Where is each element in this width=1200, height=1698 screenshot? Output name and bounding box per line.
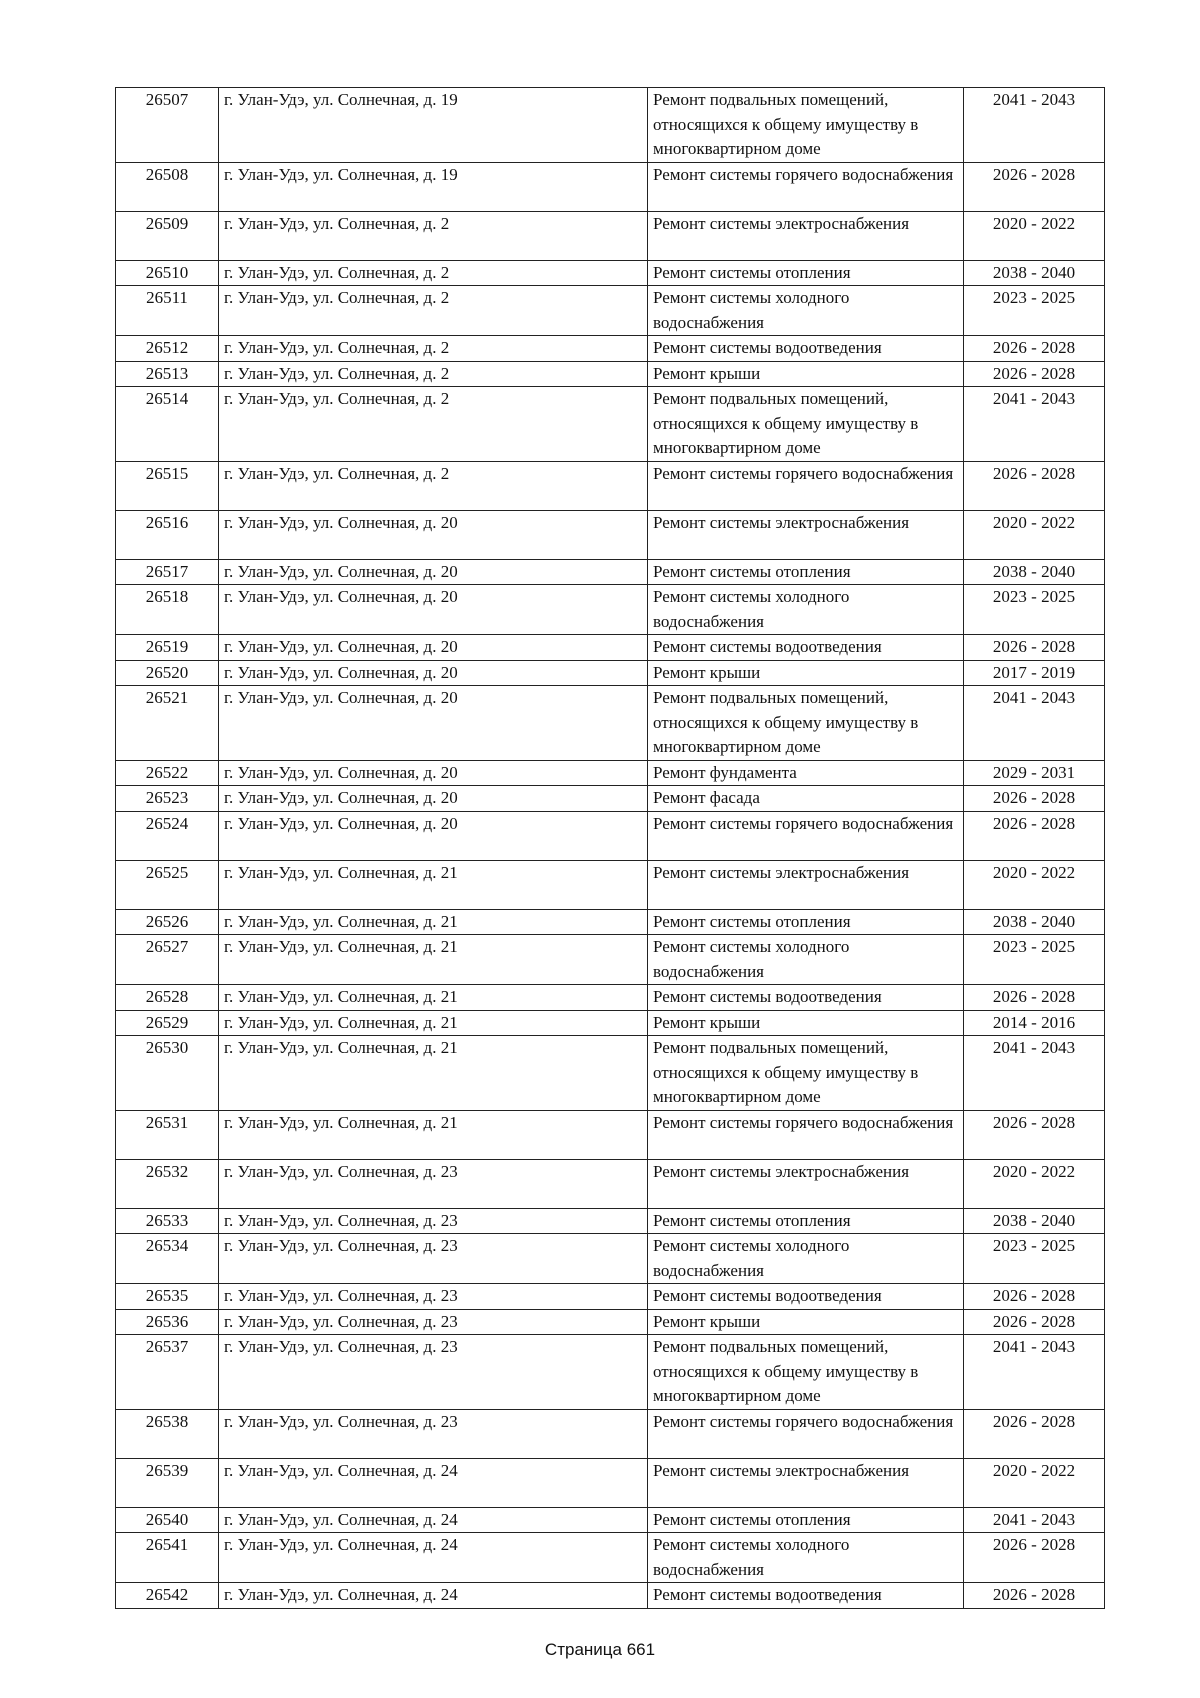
period-cell: 2023 - 2025 bbox=[964, 1234, 1105, 1284]
table-row bbox=[116, 559, 1105, 585]
work-type-cell: Ремонт крыши bbox=[648, 1010, 964, 1036]
record-number-cell: 26523 bbox=[116, 786, 219, 812]
address-cell: г. Улан-Удэ, ул. Солнечная, д. 24 bbox=[219, 1583, 648, 1609]
address-cell: г. Улан-Удэ, ул. Солнечная, д. 20 bbox=[219, 686, 648, 761]
work-type-cell: Ремонт подвальных помещений, относящихся к общему имуществу в многоквартирном доме bbox=[648, 387, 964, 462]
work-type-cell: Ремонт системы отопления bbox=[648, 559, 964, 585]
period-cell: 2026 - 2028 bbox=[964, 1110, 1105, 1159]
period-cell: 2041 - 2043 bbox=[964, 1507, 1105, 1533]
work-type-cell: Ремонт системы электроснабжения bbox=[648, 211, 964, 260]
work-type-cell: Ремонт системы горячего водоснабжения bbox=[648, 1409, 964, 1458]
address-cell: г. Улан-Удэ, ул. Солнечная, д. 21 bbox=[219, 860, 648, 909]
period-cell: 2026 - 2028 bbox=[964, 811, 1105, 860]
address-cell: г. Улан-Удэ, ул. Солнечная, д. 23 bbox=[219, 1409, 648, 1458]
table-row bbox=[116, 1010, 1105, 1036]
address-cell: г. Улан-Удэ, ул. Солнечная, д. 23 bbox=[219, 1234, 648, 1284]
period-cell: 2029 - 2031 bbox=[964, 760, 1105, 786]
table-row bbox=[116, 336, 1105, 362]
period-cell: 2023 - 2025 bbox=[964, 585, 1105, 635]
record-number-cell: 26526 bbox=[116, 909, 219, 935]
table-row bbox=[116, 1335, 1105, 1410]
period-cell: 2026 - 2028 bbox=[964, 635, 1105, 661]
record-number-cell: 26509 bbox=[116, 211, 219, 260]
period-cell: 2026 - 2028 bbox=[964, 1533, 1105, 1583]
period-cell: 2026 - 2028 bbox=[964, 1583, 1105, 1609]
address-cell: г. Улан-Удэ, ул. Солнечная, д. 20 bbox=[219, 585, 648, 635]
table-row bbox=[116, 1208, 1105, 1234]
table-row bbox=[116, 1309, 1105, 1335]
record-number-cell: 26520 bbox=[116, 660, 219, 686]
address-cell: г. Улан-Удэ, ул. Солнечная, д. 24 bbox=[219, 1507, 648, 1533]
work-type-cell: Ремонт подвальных помещений, относящихся к общему имуществу в многоквартирном доме bbox=[648, 686, 964, 761]
record-number-cell: 26534 bbox=[116, 1234, 219, 1284]
period-cell: 2041 - 2043 bbox=[964, 1036, 1105, 1111]
period-cell: 2038 - 2040 bbox=[964, 1208, 1105, 1234]
work-type-cell: Ремонт системы горячего водоснабжения bbox=[648, 461, 964, 510]
table-row bbox=[116, 1409, 1105, 1458]
address-cell: г. Улан-Удэ, ул. Солнечная, д. 20 bbox=[219, 786, 648, 812]
work-type-cell: Ремонт системы холодного водоснабжения bbox=[648, 585, 964, 635]
period-cell: 2026 - 2028 bbox=[964, 1309, 1105, 1335]
record-number-cell: 26540 bbox=[116, 1507, 219, 1533]
record-number-cell: 26521 bbox=[116, 686, 219, 761]
address-cell: г. Улан-Удэ, ул. Солнечная, д. 23 bbox=[219, 1309, 648, 1335]
address-cell: г. Улан-Удэ, ул. Солнечная, д. 21 bbox=[219, 935, 648, 985]
record-number-cell: 26528 bbox=[116, 985, 219, 1011]
record-number-cell: 26515 bbox=[116, 461, 219, 510]
table-row bbox=[116, 1458, 1105, 1507]
record-number-cell: 26525 bbox=[116, 860, 219, 909]
period-cell: 2020 - 2022 bbox=[964, 1159, 1105, 1208]
address-cell: г. Улан-Удэ, ул. Солнечная, д. 20 bbox=[219, 660, 648, 686]
table-row bbox=[116, 860, 1105, 909]
record-number-cell: 26533 bbox=[116, 1208, 219, 1234]
table-row bbox=[116, 811, 1105, 860]
address-cell: г. Улан-Удэ, ул. Солнечная, д. 2 bbox=[219, 260, 648, 286]
table-row bbox=[116, 1234, 1105, 1284]
period-cell: 2041 - 2043 bbox=[964, 1335, 1105, 1410]
record-number-cell: 26519 bbox=[116, 635, 219, 661]
address-cell: г. Улан-Удэ, ул. Солнечная, д. 2 bbox=[219, 336, 648, 362]
record-number-cell: 26531 bbox=[116, 1110, 219, 1159]
work-type-cell: Ремонт крыши bbox=[648, 1309, 964, 1335]
work-type-cell: Ремонт системы отопления bbox=[648, 909, 964, 935]
period-cell: 2020 - 2022 bbox=[964, 510, 1105, 559]
period-cell: 2026 - 2028 bbox=[964, 336, 1105, 362]
record-number-cell: 26508 bbox=[116, 162, 219, 211]
address-cell: г. Улан-Удэ, ул. Солнечная, д. 19 bbox=[219, 88, 648, 163]
address-cell: г. Улан-Удэ, ул. Солнечная, д. 2 bbox=[219, 461, 648, 510]
record-number-cell: 26522 bbox=[116, 760, 219, 786]
work-type-cell: Ремонт системы холодного водоснабжения bbox=[648, 1234, 964, 1284]
record-number-cell: 26510 bbox=[116, 260, 219, 286]
table-row bbox=[116, 461, 1105, 510]
period-cell: 2041 - 2043 bbox=[964, 387, 1105, 462]
table-row bbox=[116, 1507, 1105, 1533]
period-cell: 2026 - 2028 bbox=[964, 1284, 1105, 1310]
table-row bbox=[116, 985, 1105, 1011]
work-type-cell: Ремонт системы горячего водоснабжения bbox=[648, 162, 964, 211]
record-number-cell: 26537 bbox=[116, 1335, 219, 1410]
table-row bbox=[116, 585, 1105, 635]
work-type-cell: Ремонт системы холодного водоснабжения bbox=[648, 1533, 964, 1583]
repair-schedule-table bbox=[115, 87, 1105, 1609]
period-cell: 2038 - 2040 bbox=[964, 909, 1105, 935]
record-number-cell: 26539 bbox=[116, 1458, 219, 1507]
record-number-cell: 26516 bbox=[116, 510, 219, 559]
table-row bbox=[116, 1284, 1105, 1310]
work-type-cell: Ремонт системы отопления bbox=[648, 260, 964, 286]
work-type-cell: Ремонт крыши bbox=[648, 361, 964, 387]
table-row bbox=[116, 162, 1105, 211]
address-cell: г. Улан-Удэ, ул. Солнечная, д. 20 bbox=[219, 635, 648, 661]
address-cell: г. Улан-Удэ, ул. Солнечная, д. 23 bbox=[219, 1284, 648, 1310]
table-row bbox=[116, 909, 1105, 935]
record-number-cell: 26529 bbox=[116, 1010, 219, 1036]
period-cell: 2038 - 2040 bbox=[964, 260, 1105, 286]
record-number-cell: 26542 bbox=[116, 1583, 219, 1609]
table-row bbox=[116, 1036, 1105, 1111]
period-cell: 2026 - 2028 bbox=[964, 361, 1105, 387]
address-cell: г. Улан-Удэ, ул. Солнечная, д. 2 bbox=[219, 286, 648, 336]
work-type-cell: Ремонт подвальных помещений, относящихся к общему имуществу в многоквартирном доме bbox=[648, 88, 964, 163]
record-number-cell: 26524 bbox=[116, 811, 219, 860]
table-row bbox=[116, 88, 1105, 163]
table-row bbox=[116, 387, 1105, 462]
period-cell: 2026 - 2028 bbox=[964, 461, 1105, 510]
work-type-cell: Ремонт системы водоотведения bbox=[648, 336, 964, 362]
table-row bbox=[116, 686, 1105, 761]
work-type-cell: Ремонт системы водоотведения bbox=[648, 1583, 964, 1609]
record-number-cell: 26512 bbox=[116, 336, 219, 362]
table-body bbox=[116, 88, 1105, 1609]
period-cell: 2026 - 2028 bbox=[964, 786, 1105, 812]
period-cell: 2026 - 2028 bbox=[964, 162, 1105, 211]
table-row bbox=[116, 211, 1105, 260]
work-type-cell: Ремонт системы электроснабжения bbox=[648, 1159, 964, 1208]
work-type-cell: Ремонт системы водоотведения bbox=[648, 635, 964, 661]
record-number-cell: 26513 bbox=[116, 361, 219, 387]
address-cell: г. Улан-Удэ, ул. Солнечная, д. 20 bbox=[219, 510, 648, 559]
address-cell: г. Улан-Удэ, ул. Солнечная, д. 23 bbox=[219, 1208, 648, 1234]
work-type-cell: Ремонт системы электроснабжения bbox=[648, 1458, 964, 1507]
record-number-cell: 26517 bbox=[116, 559, 219, 585]
work-type-cell: Ремонт системы горячего водоснабжения bbox=[648, 1110, 964, 1159]
work-type-cell: Ремонт системы отопления bbox=[648, 1507, 964, 1533]
table-row bbox=[116, 1110, 1105, 1159]
table-row bbox=[116, 660, 1105, 686]
address-cell: г. Улан-Удэ, ул. Солнечная, д. 21 bbox=[219, 1110, 648, 1159]
address-cell: г. Улан-Удэ, ул. Солнечная, д. 21 bbox=[219, 1010, 648, 1036]
record-number-cell: 26535 bbox=[116, 1284, 219, 1310]
period-cell: 2026 - 2028 bbox=[964, 1409, 1105, 1458]
address-cell: г. Улан-Удэ, ул. Солнечная, д. 21 bbox=[219, 985, 648, 1011]
work-type-cell: Ремонт подвальных помещений, относящихся к общему имуществу в многоквартирном доме bbox=[648, 1335, 964, 1410]
address-cell: г. Улан-Удэ, ул. Солнечная, д. 23 bbox=[219, 1335, 648, 1410]
period-cell: 2020 - 2022 bbox=[964, 860, 1105, 909]
table-row bbox=[116, 260, 1105, 286]
record-number-cell: 26527 bbox=[116, 935, 219, 985]
period-cell: 2020 - 2022 bbox=[964, 211, 1105, 260]
table-row bbox=[116, 935, 1105, 985]
work-type-cell: Ремонт системы водоотведения bbox=[648, 985, 964, 1011]
address-cell: г. Улан-Удэ, ул. Солнечная, д. 21 bbox=[219, 1036, 648, 1111]
address-cell: г. Улан-Удэ, ул. Солнечная, д. 24 bbox=[219, 1533, 648, 1583]
address-cell: г. Улан-Удэ, ул. Солнечная, д. 21 bbox=[219, 909, 648, 935]
work-type-cell: Ремонт подвальных помещений, относящихся к общему имуществу в многоквартирном доме bbox=[648, 1036, 964, 1111]
record-number-cell: 26541 bbox=[116, 1533, 219, 1583]
period-cell: 2038 - 2040 bbox=[964, 559, 1105, 585]
page-number: Страница 661 bbox=[544, 1640, 656, 1659]
period-cell: 2023 - 2025 bbox=[964, 935, 1105, 985]
period-cell: 2041 - 2043 bbox=[964, 88, 1105, 163]
address-cell: г. Улан-Удэ, ул. Солнечная, д. 2 bbox=[219, 211, 648, 260]
record-number-cell: 26538 bbox=[116, 1409, 219, 1458]
address-cell: г. Улан-Удэ, ул. Солнечная, д. 2 bbox=[219, 387, 648, 462]
record-number-cell: 26507 bbox=[116, 88, 219, 163]
table-row bbox=[116, 510, 1105, 559]
work-type-cell: Ремонт системы холодного водоснабжения bbox=[648, 286, 964, 336]
table-row bbox=[116, 760, 1105, 786]
table-row bbox=[116, 286, 1105, 336]
record-number-cell: 26511 bbox=[116, 286, 219, 336]
address-cell: г. Улан-Удэ, ул. Солнечная, д. 19 bbox=[219, 162, 648, 211]
table-row bbox=[116, 786, 1105, 812]
record-number-cell: 26518 bbox=[116, 585, 219, 635]
table-row bbox=[116, 635, 1105, 661]
address-cell: г. Улан-Удэ, ул. Солнечная, д. 24 bbox=[219, 1458, 648, 1507]
address-cell: г. Улан-Удэ, ул. Солнечная, д. 20 bbox=[219, 811, 648, 860]
table-row bbox=[116, 1159, 1105, 1208]
work-type-cell: Ремонт системы водоотведения bbox=[648, 1284, 964, 1310]
period-cell: 2017 - 2019 bbox=[964, 660, 1105, 686]
record-number-cell: 26514 bbox=[116, 387, 219, 462]
work-type-cell: Ремонт фасада bbox=[648, 786, 964, 812]
address-cell: г. Улан-Удэ, ул. Солнечная, д. 20 bbox=[219, 559, 648, 585]
work-type-cell: Ремонт фундамента bbox=[648, 760, 964, 786]
address-cell: г. Улан-Удэ, ул. Солнечная, д. 2 bbox=[219, 361, 648, 387]
work-type-cell: Ремонт крыши bbox=[648, 660, 964, 686]
work-type-cell: Ремонт системы горячего водоснабжения bbox=[648, 811, 964, 860]
period-cell: 2020 - 2022 bbox=[964, 1458, 1105, 1507]
address-cell: г. Улан-Удэ, ул. Солнечная, д. 23 bbox=[219, 1159, 648, 1208]
record-number-cell: 26532 bbox=[116, 1159, 219, 1208]
record-number-cell: 26530 bbox=[116, 1036, 219, 1111]
record-number-cell: 26536 bbox=[116, 1309, 219, 1335]
table-row bbox=[116, 1583, 1105, 1609]
work-type-cell: Ремонт системы отопления bbox=[648, 1208, 964, 1234]
period-cell: 2014 - 2016 bbox=[964, 1010, 1105, 1036]
work-type-cell: Ремонт системы электроснабжения bbox=[648, 510, 964, 559]
work-type-cell: Ремонт системы электроснабжения bbox=[648, 860, 964, 909]
period-cell: 2023 - 2025 bbox=[964, 286, 1105, 336]
work-type-cell: Ремонт системы холодного водоснабжения bbox=[648, 935, 964, 985]
address-cell: г. Улан-Удэ, ул. Солнечная, д. 20 bbox=[219, 760, 648, 786]
period-cell: 2026 - 2028 bbox=[964, 985, 1105, 1011]
period-cell: 2041 - 2043 bbox=[964, 686, 1105, 761]
table-row bbox=[116, 1533, 1105, 1583]
table-row bbox=[116, 361, 1105, 387]
